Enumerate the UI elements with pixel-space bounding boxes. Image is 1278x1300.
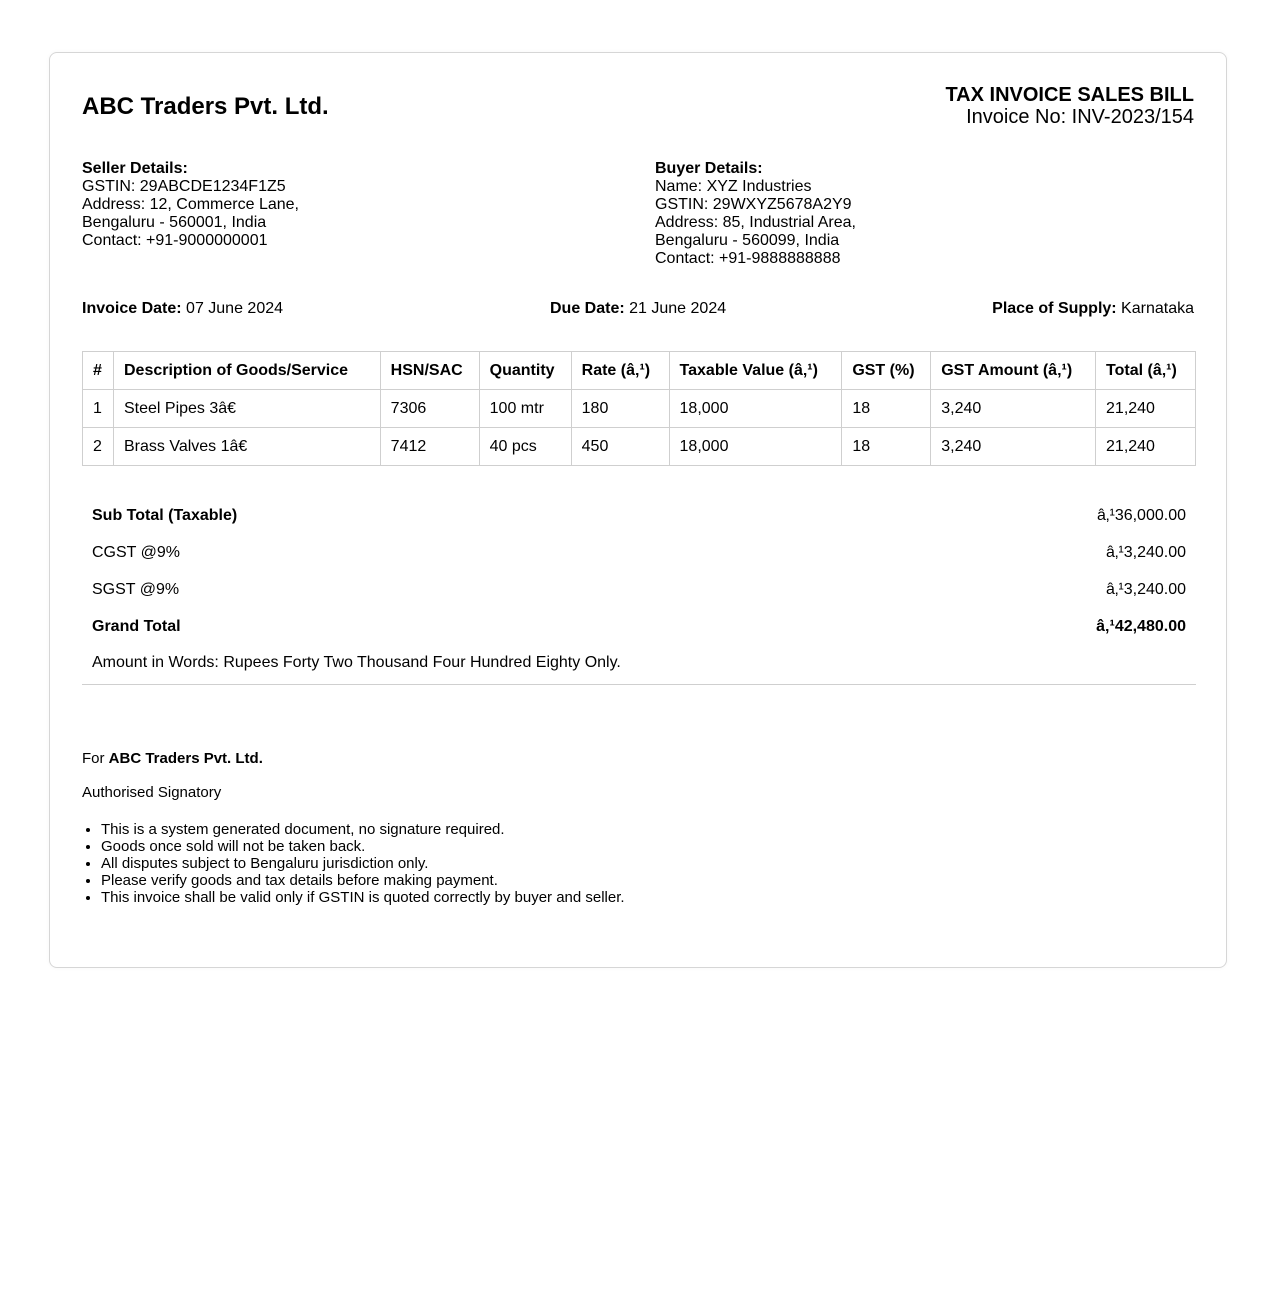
invoice-date xyxy=(82,300,283,318)
cgst-value: â‚¹3,240.00 xyxy=(1105,544,1186,561)
signature-for-prefix: For xyxy=(82,750,109,767)
cell-taxable-value: 18,000 xyxy=(669,390,842,428)
invoice-number: Invoice No: INV-2023/154 xyxy=(966,106,1194,128)
terms-list xyxy=(82,821,625,906)
place-of-supply-value: Karnataka xyxy=(1116,300,1194,317)
due-date-label: Due Date: xyxy=(550,300,625,317)
grand-total-value: â‚¹42,480.00 xyxy=(1096,618,1186,635)
signature-company: ABC Traders Pvt. Ltd. xyxy=(108,750,263,767)
buyer-contact: Contact: +91-9888888888 xyxy=(655,250,841,267)
cgst-row xyxy=(82,535,1196,572)
cell-rate: 180 xyxy=(571,390,669,428)
cell-gst-amount: 3,240 xyxy=(931,428,1096,466)
invoice-date-label: Invoice Date: xyxy=(82,300,182,317)
sgst-value: â‚¹3,240.00 xyxy=(1105,581,1186,598)
column-header-description: Description of Goods/Service xyxy=(113,352,380,390)
cell-gst-percent: 18 xyxy=(842,428,931,466)
due-date-value: 21 June 2024 xyxy=(624,300,727,317)
place-of-supply xyxy=(992,300,1194,318)
buyer-details xyxy=(655,160,856,268)
table-row xyxy=(83,390,1196,428)
seller-gstin: GSTIN: 29ABCDE1234F1Z5 xyxy=(82,178,286,195)
list-item: • Please verify goods and tax details before making payment. xyxy=(101,872,625,889)
sgst-label: SGST @9% xyxy=(92,581,180,598)
invoice-dates xyxy=(82,300,1194,320)
seller-heading: Seller Details: xyxy=(82,160,188,177)
table-header-row xyxy=(83,352,1196,390)
sgst-row xyxy=(82,572,1196,609)
items-table xyxy=(82,351,1196,466)
cell-hsn: 7306 xyxy=(380,390,479,428)
column-header-index: # xyxy=(83,352,114,390)
subtotal-label: Sub Total (Taxable) xyxy=(92,507,238,524)
cell-description: Steel Pipes 3â€ xyxy=(113,390,380,428)
authorised-signatory: Authorised Signatory xyxy=(82,784,222,801)
seller-details xyxy=(82,160,299,250)
totals-section xyxy=(82,498,1196,685)
cell-index: 1 xyxy=(83,390,114,428)
table-row xyxy=(83,428,1196,466)
due-date xyxy=(550,300,726,318)
invoice-card xyxy=(49,52,1227,968)
subtotal-value: â‚¹36,000.00 xyxy=(1097,507,1186,524)
invoice-date-value: 07 June 2024 xyxy=(181,300,284,317)
list-item: • This invoice shall be valid only if GSTIN is quoted correctly by buyer and seller. xyxy=(101,889,625,906)
amount-in-words-row xyxy=(82,646,1196,685)
signature-block xyxy=(82,750,263,801)
buyer-name: Name: XYZ Industries xyxy=(655,178,812,195)
list-item: • All disputes subject to Bengaluru jurisdiction only. xyxy=(101,855,625,872)
cell-description: Brass Valves 1â€ xyxy=(113,428,380,466)
column-header-hsn: HSN/SAC xyxy=(380,352,479,390)
cell-gst-percent: 18 xyxy=(842,390,931,428)
seller-address-line-2: Bengaluru - 560001, India xyxy=(82,214,267,231)
list-item: • This is a system generated document, no signature required. xyxy=(101,821,625,838)
cell-hsn: 7412 xyxy=(380,428,479,466)
amount-in-words: Amount in Words: Rupees Forty Two Thousand Four Hundred Eighty Only. xyxy=(92,654,621,671)
signature-for-line xyxy=(82,750,263,767)
column-header-quantity: Quantity xyxy=(479,352,571,390)
column-header-total: Total (â‚¹) xyxy=(1096,352,1196,390)
cgst-label: CGST @9% xyxy=(92,544,180,561)
invoice-title: TAX INVOICE SALES BILL xyxy=(945,84,1194,106)
cell-index: 2 xyxy=(83,428,114,466)
column-header-taxable-value: Taxable Value (â‚¹) xyxy=(669,352,842,390)
company-name: ABC Traders Pvt. Ltd. xyxy=(82,93,329,120)
grand-total-label: Grand Total xyxy=(92,618,181,635)
buyer-gstin: GSTIN: 29WXYZ5678A2Y9 xyxy=(655,196,852,213)
buyer-address-line-2: Bengaluru - 560099, India xyxy=(655,232,840,249)
cell-gst-amount: 3,240 xyxy=(931,390,1096,428)
seller-contact: Contact: +91-9000000001 xyxy=(82,232,268,249)
buyer-heading: Buyer Details: xyxy=(655,160,763,177)
invoice-header xyxy=(945,84,1194,128)
cell-total: 21,240 xyxy=(1096,390,1196,428)
cell-quantity: 40 pcs xyxy=(479,428,571,466)
cell-quantity: 100 mtr xyxy=(479,390,571,428)
cell-rate: 450 xyxy=(571,428,669,466)
seller-address-line-1: Address: 12, Commerce Lane, xyxy=(82,196,299,213)
column-header-gst-percent: GST (%) xyxy=(842,352,931,390)
list-item: • Goods once sold will not be taken back. xyxy=(101,838,625,855)
cell-taxable-value: 18,000 xyxy=(669,428,842,466)
column-header-rate: Rate (â‚¹) xyxy=(571,352,669,390)
subtotal-row xyxy=(82,498,1196,535)
grand-total-row xyxy=(82,609,1196,646)
column-header-gst-amount: GST Amount (â‚¹) xyxy=(931,352,1096,390)
place-of-supply-label: Place of Supply: xyxy=(992,300,1117,317)
buyer-address-line-1: Address: 85, Industrial Area, xyxy=(655,214,856,231)
cell-total: 21,240 xyxy=(1096,428,1196,466)
